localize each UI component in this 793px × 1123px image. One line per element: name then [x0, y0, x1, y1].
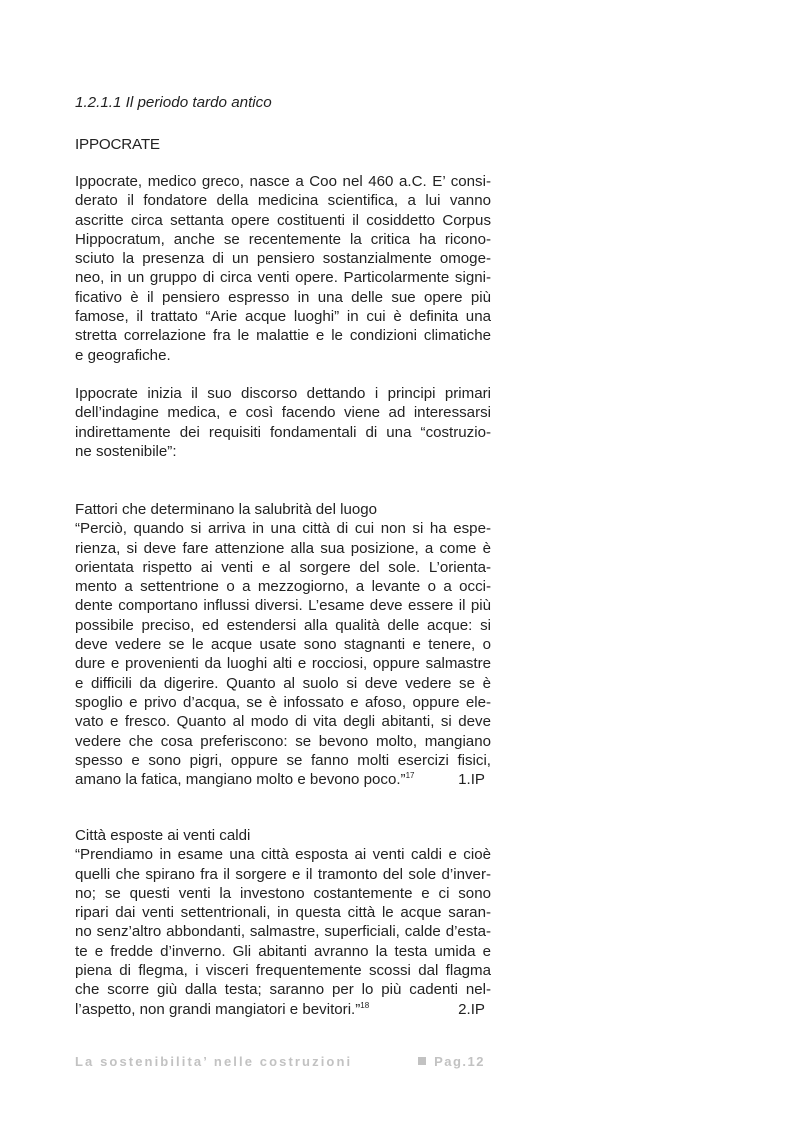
- text-line: e difficili da digerire. Quanto al suolo si deve vedere se è: [75, 674, 491, 692]
- quote-reference: 2.IP: [458, 1000, 485, 1018]
- text-line: spoglio e privo d’acqua, se è infossato e afoso, oppure ele-: [75, 693, 491, 711]
- quote-salubrity: [75, 500, 491, 789]
- text-line: deve vedere se le acque usate sono stagnanti e tenere, o: [75, 636, 491, 654]
- text-line: dell’indagine medica, e così facendo viene ad interessarsi: [75, 404, 491, 422]
- page-footer: [75, 1054, 485, 1069]
- text-line: ascritte circa settanta opere costituenti il cosiddetto Corpus: [75, 211, 491, 229]
- text-line: mento a settentrione o a mezzogiorno, a levante o a occi-: [75, 578, 491, 596]
- paragraph-principles: [75, 384, 491, 461]
- text-line: spesso e sono pigri, oppure se fanno molti esercizi fisici,: [75, 751, 491, 769]
- footer-title: La sostenibilita’ nelle costruzioni: [75, 1054, 353, 1069]
- text-line: “Prendiamo in esame una città esposta ai venti caldi e cioè: [75, 846, 491, 864]
- section-title: 1.2.1.1 Il periodo tardo antico: [75, 94, 272, 111]
- quote-text: amano la fatica, mangiano molto e bevono poco.”: [75, 771, 406, 789]
- quote-reference: 1.IP: [458, 771, 485, 789]
- quote-last-line: [75, 770, 491, 789]
- text-line: sciuto la presenza di un pensiero sostanzialmente omoge-: [75, 250, 491, 268]
- text-line: Ippocrate, medico greco, nasce a Coo nel 460 a.C. E’ consi-: [75, 173, 491, 190]
- page-number: Pag.12: [434, 1054, 485, 1069]
- text-line: derato il fondatore della medicina scientifica, a lui vanno: [75, 192, 491, 210]
- text-line: orientata rispetto ai venti e al sorgere del sole. L’orienta-: [75, 558, 491, 576]
- text-line: e geografiche.: [75, 346, 171, 364]
- text-line: “Perciò, quando si arriva in una città di cui non si ha espe-: [75, 520, 491, 538]
- author-heading: IPPOCRATE: [75, 136, 160, 153]
- quote-text: l’aspetto, non grandi mangiatori e bevitori.”: [75, 1000, 361, 1018]
- text-line: indirettamente dei requisiti fondamentali di una “costruzio-: [75, 423, 491, 441]
- text-line: ne sostenibile”:: [75, 442, 177, 460]
- text-line: dure e provenienti da luoghi alti e rocciosi, oppure salmastre: [75, 655, 491, 673]
- text-line: Ippocrate inizia il suo discorso dettando i principi primari: [75, 385, 491, 402]
- text-line: che scorre giù dalla testa; saranno per lo più cadenti nel-: [75, 981, 491, 999]
- footnote-marker: 17: [405, 771, 415, 781]
- text-line: possibile preciso, ed estendersi alla qualità delle acque: si: [75, 616, 491, 634]
- text-line: stretta correlazione fra le malattie e le condizioni climatiche: [75, 327, 491, 345]
- text-line: vedere che cosa preferiscono: se bevono molto, mangiano: [75, 732, 491, 750]
- text-line: ficativo è il pensiero espresso in una delle sue opere più: [75, 288, 491, 306]
- text-line: piena di flegma, i visceri frequentemente scossi dal flagma: [75, 962, 491, 980]
- text-line: Hippocratum, anche se recentemente la critica ha ricono-: [75, 230, 491, 248]
- quote-heading: Città esposte ai venti caldi: [75, 827, 251, 844]
- text-line: vato e fresco. Quanto al modo di vita degli abitanti, si deve: [75, 713, 491, 731]
- text-line: no; se questi venti la investono costantemente e ci sono: [75, 884, 491, 902]
- text-line: neo, in un gruppo di circa venti opere. Particolarmente signi-: [75, 269, 491, 287]
- quote-last-line: [75, 1000, 491, 1019]
- square-bullet-icon: [418, 1057, 426, 1065]
- text-line: rienza, si deve fare attenzione alla sua posizione, a come è: [75, 539, 491, 557]
- footnote-marker: 18: [360, 1000, 370, 1010]
- text-line: no senz’altro abbondanti, salmastre, superficiali, calde d’esta-: [75, 923, 491, 941]
- paragraph-intro: [75, 172, 491, 365]
- quote-heading: Fattori che determinano la salubrità del luogo: [75, 501, 378, 518]
- quote-hot-winds: [75, 826, 491, 1019]
- text-line: ripari dai venti settentrionali, in questa città le acque saran-: [75, 904, 491, 922]
- text-line: dente comportano influssi diversi. L’esame deve essere il più: [75, 597, 491, 615]
- text-line: quelli che spirano fra il sorgere e il tramonto del sole d’inver-: [75, 865, 491, 883]
- text-line: famose, il trattato “Arie acque luoghi” in cui è definita una: [75, 308, 491, 326]
- text-line: te e fredde d’inverno. Gli abitanti avranno la testa umida e: [75, 942, 491, 960]
- page-number-group: [418, 1054, 485, 1069]
